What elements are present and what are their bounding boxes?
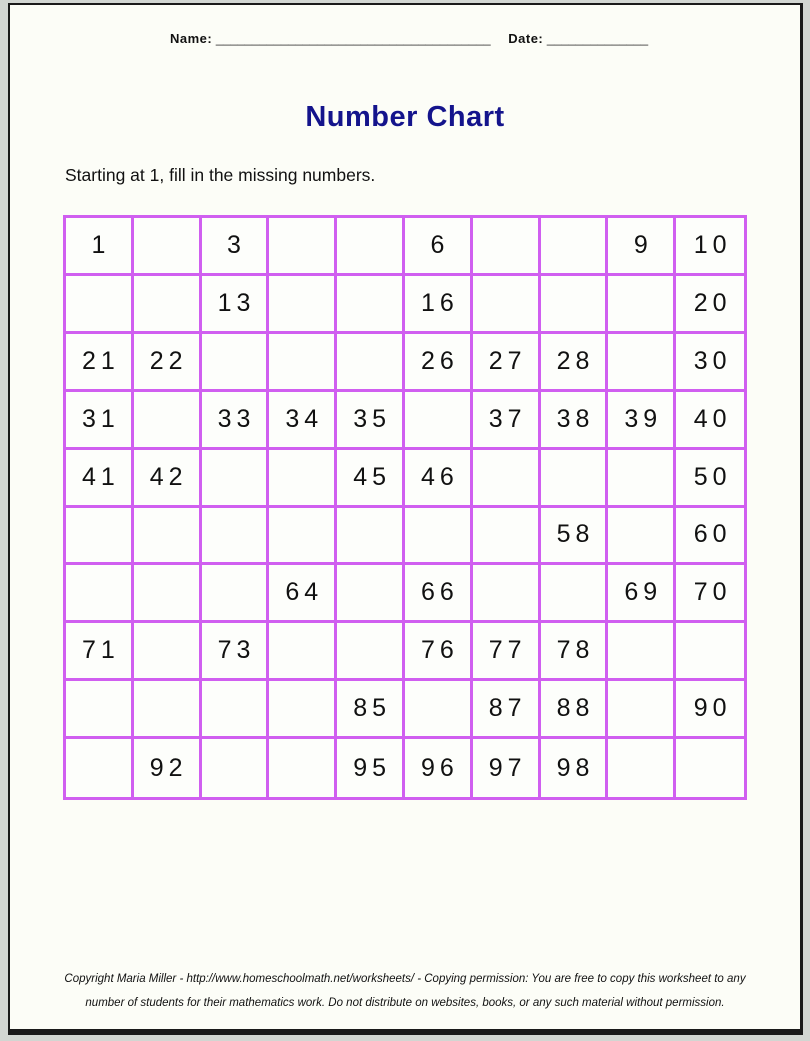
grid-cell-blank[interactable] xyxy=(337,508,405,566)
grid-cell-blank[interactable] xyxy=(66,565,134,623)
grid-cell-filled: 3 xyxy=(202,218,270,276)
grid-cell-blank[interactable] xyxy=(473,450,541,508)
grid-cell-blank[interactable] xyxy=(541,276,609,334)
grid-cell-filled: 73 xyxy=(202,623,270,681)
grid-cell-filled: 41 xyxy=(66,450,134,508)
grid-cell-blank[interactable] xyxy=(134,218,202,276)
instruction-text: Starting at 1, fill in the missing numbers. xyxy=(65,165,376,185)
grid-cell-blank[interactable] xyxy=(202,681,270,739)
grid-cell-blank[interactable] xyxy=(676,623,744,681)
grid-cell-filled: 34 xyxy=(269,392,337,450)
grid-cell-blank[interactable] xyxy=(269,276,337,334)
grid-cell-filled: 97 xyxy=(473,739,541,797)
grid-cell-blank[interactable] xyxy=(66,508,134,566)
copyright-line-2: number of students for their mathematics work. Do not distribute on websites, books, or any such material without permission. xyxy=(85,997,725,1009)
grid-cell-blank[interactable] xyxy=(541,565,609,623)
grid-cell-blank[interactable] xyxy=(269,218,337,276)
grid-cell-filled: 50 xyxy=(676,450,744,508)
grid-cell-blank[interactable] xyxy=(202,739,270,797)
grid-cell-filled: 33 xyxy=(202,392,270,450)
grid-cell-blank[interactable] xyxy=(134,681,202,739)
grid-cell-filled: 46 xyxy=(405,450,473,508)
grid-cell-filled: 42 xyxy=(134,450,202,508)
grid-cell-blank[interactable] xyxy=(337,623,405,681)
grid-cell-filled: 69 xyxy=(608,565,676,623)
grid-cell-blank[interactable] xyxy=(608,681,676,739)
grid-cell-blank[interactable] xyxy=(473,508,541,566)
grid-cell-filled: 27 xyxy=(473,334,541,392)
grid-cell-blank[interactable] xyxy=(541,450,609,508)
grid-cell-blank[interactable] xyxy=(202,450,270,508)
grid-cell-filled: 28 xyxy=(541,334,609,392)
grid-cell-blank[interactable] xyxy=(66,739,134,797)
grid-cell-blank[interactable] xyxy=(134,565,202,623)
grid-cell-filled: 39 xyxy=(608,392,676,450)
grid-cell-blank[interactable] xyxy=(337,565,405,623)
grid-cell-blank[interactable] xyxy=(269,681,337,739)
grid-cell-blank[interactable] xyxy=(134,392,202,450)
grid-cell-blank[interactable] xyxy=(66,276,134,334)
grid-cell-blank[interactable] xyxy=(134,623,202,681)
grid-cell-blank[interactable] xyxy=(608,739,676,797)
grid-cell-blank[interactable] xyxy=(676,739,744,797)
grid-cell-filled: 71 xyxy=(66,623,134,681)
grid-cell-blank[interactable] xyxy=(608,450,676,508)
grid-cell-blank[interactable] xyxy=(269,450,337,508)
grid-cell-blank[interactable] xyxy=(202,508,270,566)
grid-cell-filled: 10 xyxy=(676,218,744,276)
grid-cell-filled: 88 xyxy=(541,681,609,739)
grid-cell-filled: 85 xyxy=(337,681,405,739)
grid-cell-blank[interactable] xyxy=(202,334,270,392)
grid-cell-blank[interactable] xyxy=(608,334,676,392)
worksheet-page xyxy=(8,3,803,1035)
grid-cell-blank[interactable] xyxy=(473,276,541,334)
grid-cell-blank[interactable] xyxy=(405,681,473,739)
grid-cell-filled: 16 xyxy=(405,276,473,334)
grid-cell-blank[interactable] xyxy=(202,565,270,623)
grid-cell-filled: 70 xyxy=(676,565,744,623)
grid-cell-filled: 77 xyxy=(473,623,541,681)
grid-cell-blank[interactable] xyxy=(66,681,134,739)
worksheet-title: Number Chart xyxy=(305,101,505,133)
grid-cell-blank[interactable] xyxy=(337,334,405,392)
grid-cell-filled: 96 xyxy=(405,739,473,797)
copyright-line-1: Copyright Maria Miller - http://www.homeschoolmath.net/worksheets/ - Copying permission: You are free to copy this worksheet to any xyxy=(64,973,746,985)
grid-cell-filled: 1 xyxy=(66,218,134,276)
date-fill-line[interactable]: ______________ xyxy=(546,31,649,46)
grid-cell-blank[interactable] xyxy=(134,508,202,566)
name-fill-line[interactable]: ______________________________________ xyxy=(215,31,491,46)
grid-cell-blank[interactable] xyxy=(608,508,676,566)
grid-cell-blank[interactable] xyxy=(405,392,473,450)
grid-cell-filled: 38 xyxy=(541,392,609,450)
name-label: Name: xyxy=(170,31,213,46)
grid-cell-filled: 66 xyxy=(405,565,473,623)
number-grid xyxy=(63,215,747,800)
grid-cell-filled: 76 xyxy=(405,623,473,681)
grid-cell-blank[interactable] xyxy=(337,218,405,276)
grid-cell-filled: 20 xyxy=(676,276,744,334)
grid-cell-filled: 35 xyxy=(337,392,405,450)
grid-cell-filled: 21 xyxy=(66,334,134,392)
grid-cell-blank[interactable] xyxy=(269,334,337,392)
grid-cell-filled: 40 xyxy=(676,392,744,450)
grid-cell-filled: 37 xyxy=(473,392,541,450)
grid-cell-filled: 13 xyxy=(202,276,270,334)
grid-cell-filled: 92 xyxy=(134,739,202,797)
copyright-footer xyxy=(10,967,800,1015)
grid-cell-filled: 6 xyxy=(405,218,473,276)
grid-cell-filled: 90 xyxy=(676,681,744,739)
grid-cell-filled: 87 xyxy=(473,681,541,739)
grid-cell-filled: 30 xyxy=(676,334,744,392)
grid-cell-blank[interactable] xyxy=(269,623,337,681)
grid-cell-filled: 95 xyxy=(337,739,405,797)
grid-cell-blank[interactable] xyxy=(473,565,541,623)
grid-cell-filled: 98 xyxy=(541,739,609,797)
grid-cell-blank[interactable] xyxy=(473,218,541,276)
grid-cell-filled: 22 xyxy=(134,334,202,392)
grid-cell-filled: 64 xyxy=(269,565,337,623)
grid-cell-filled: 58 xyxy=(541,508,609,566)
grid-cell-blank[interactable] xyxy=(269,508,337,566)
grid-cell-filled: 31 xyxy=(66,392,134,450)
grid-cell-blank[interactable] xyxy=(541,218,609,276)
grid-cell-blank[interactable] xyxy=(134,276,202,334)
grid-cell-filled: 78 xyxy=(541,623,609,681)
date-label: Date: xyxy=(508,31,544,46)
grid-cell-filled: 60 xyxy=(676,508,744,566)
grid-cell-filled: 9 xyxy=(608,218,676,276)
grid-cell-blank[interactable] xyxy=(269,739,337,797)
grid-cell-blank[interactable] xyxy=(405,508,473,566)
grid-cell-filled: 45 xyxy=(337,450,405,508)
grid-cell-blank[interactable] xyxy=(608,623,676,681)
grid-cell-blank[interactable] xyxy=(337,276,405,334)
grid-cell-filled: 26 xyxy=(405,334,473,392)
header xyxy=(170,31,648,46)
grid-cell-blank[interactable] xyxy=(608,276,676,334)
